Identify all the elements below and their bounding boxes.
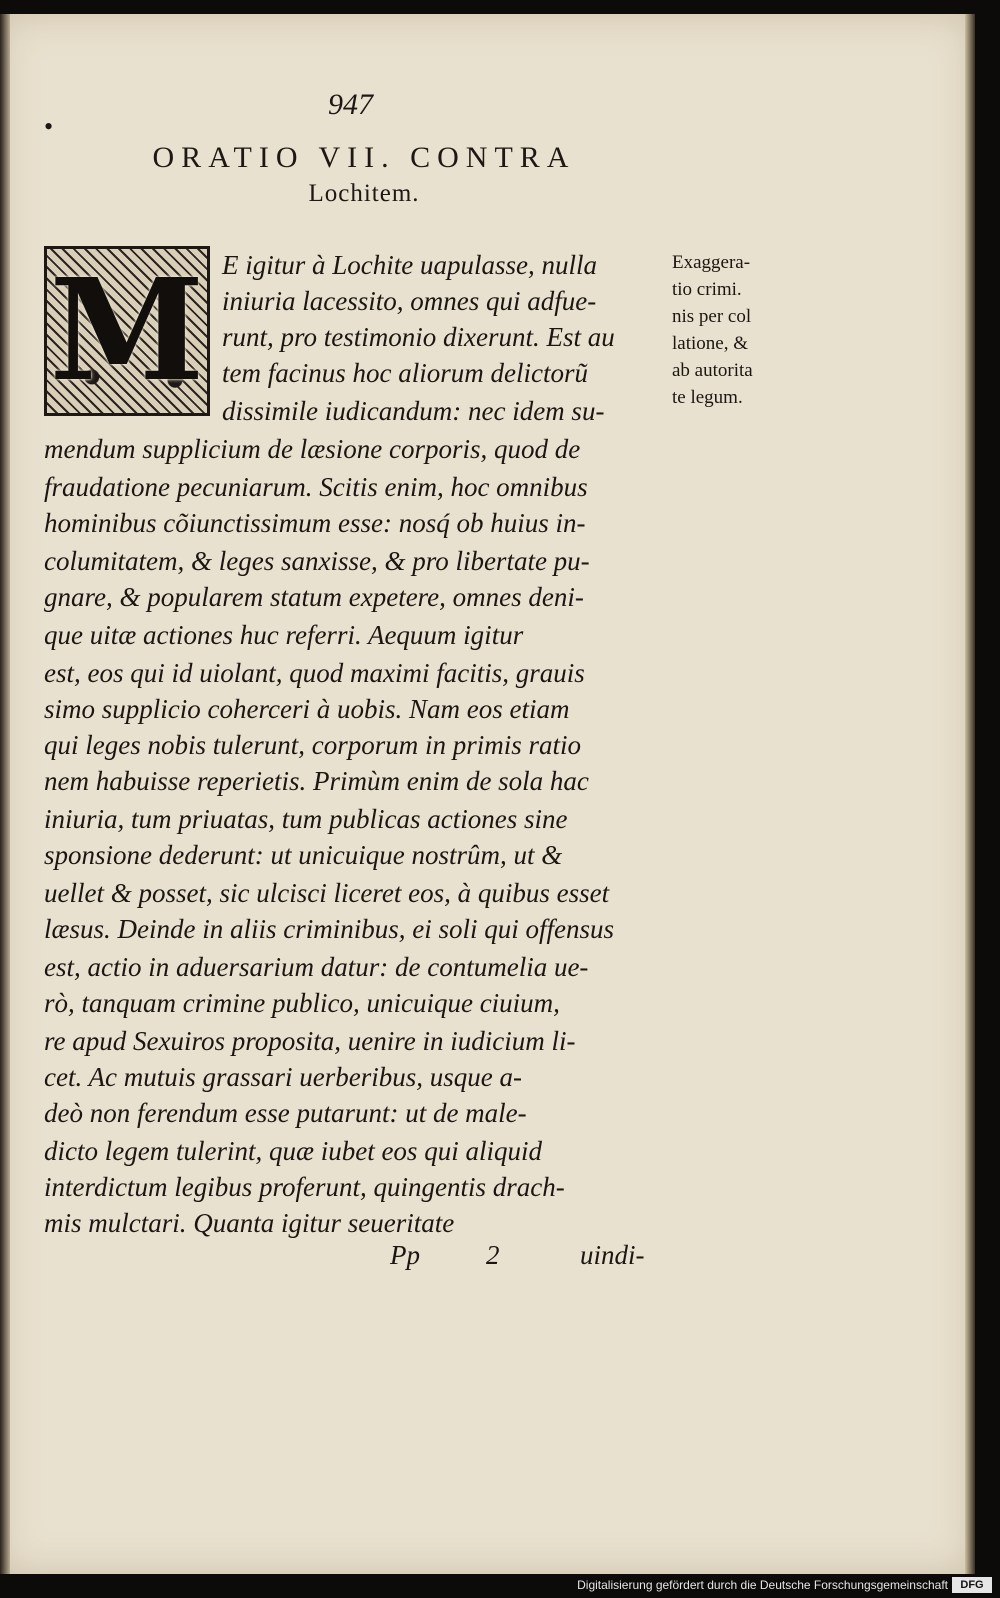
margin-note-line: latione, & xyxy=(672,333,748,354)
body-line: qui leges nobis tulerunt, corporum in primis ratio xyxy=(44,730,582,760)
heading-line-2: Lochitem. xyxy=(308,180,420,207)
body-line: que uitæ actiones huc referri. Aequum igitur xyxy=(44,620,524,650)
margin-dot: • xyxy=(44,112,54,141)
initial-letter: M xyxy=(49,249,205,413)
body-line: iniuria, tum priuatas, tum publicas actiones sine xyxy=(44,804,568,834)
body-line: sponsione dederunt: ut unicuique nostrûm, ut & xyxy=(44,840,563,870)
body-line: re apud Sexuiros proposita, uenire in iudicium li- xyxy=(44,1026,576,1056)
body-line: est, actio in aduersarium datur: de contumelia ue- xyxy=(44,952,589,982)
margin-note-line: nis per col xyxy=(672,306,752,327)
heading-line-1: ORATIO VII. CONTRA xyxy=(152,141,576,174)
page-left-edge xyxy=(0,14,10,1574)
signature-number: 2 xyxy=(486,1240,500,1270)
margin-note-line: ab autorita xyxy=(672,360,753,381)
margin-note-line: Exaggera- xyxy=(672,252,751,273)
body-line: mis mulctari. Quanta igitur seueritate xyxy=(44,1208,455,1238)
body-line: columitatem, & leges sanxisse, & pro libertate pu- xyxy=(44,546,590,576)
body-line: cet. Ac mutuis grassari uerberibus, usque a- xyxy=(44,1062,522,1092)
decorated-initial xyxy=(44,246,210,416)
oration-heading xyxy=(104,138,624,210)
body-line: læsus. Deinde in aliis criminibus, ei soli qui offensus xyxy=(44,914,615,944)
body-line: interdictum legibus proferunt, quingentis drach- xyxy=(44,1172,565,1202)
body-line: simo supplicio coherceri à uobis. Nam eos etiam xyxy=(44,694,570,724)
page-number: 947 xyxy=(328,88,373,121)
body-line: tem facinus hoc aliorum delictorũ xyxy=(222,358,588,388)
body-line: fraudatione pecuniarum. Scitis enim, hoc omnibus xyxy=(44,472,588,502)
body-line: nem habuisse reperietis. Primùm enim de sola hac xyxy=(44,766,589,796)
body-line: E igitur à Lochite uapulasse, nulla xyxy=(222,250,597,280)
body-line: rò, tanquam crimine publico, unicuique ciuium, xyxy=(44,988,560,1018)
page-right-edge xyxy=(965,14,975,1574)
signature-mark: Pp xyxy=(390,1240,420,1270)
body-line: iniuria lacessito, omnes qui adfue- xyxy=(222,286,597,316)
body-line: deò non ferendum esse putarunt: ut de male- xyxy=(44,1098,527,1128)
digitization-credit: Digitalisierung gefördert durch die Deutsche Forschungsgemeinschaft xyxy=(577,1578,948,1592)
body-line: est, eos qui id uiolant, quod maximi facitis, grauis xyxy=(44,658,585,688)
body-line: gnare, & popularem statum expetere, omnes deni- xyxy=(44,582,584,612)
margin-note-line: te legum. xyxy=(672,387,743,408)
body-line: runt, pro testimonio dixerunt. Est au xyxy=(222,322,615,352)
dfg-logo: DFG xyxy=(952,1577,992,1593)
body-line: mendum supplicium de læsione corporis, quod de xyxy=(44,434,581,464)
margin-note-line: tio crimi. xyxy=(672,279,742,300)
body-line: dicto legem tulerint, quæ iubet eos qui aliquid xyxy=(44,1136,542,1166)
body-line: dissimile iudicandum: nec idem su- xyxy=(222,396,605,426)
body-line: uellet & posset, sic ulcisci liceret eos, à quibus esset xyxy=(44,878,610,908)
body-line: hominibus cõiunctissimum esse: nosq́ ob huius in- xyxy=(44,508,586,538)
catchword: uindi- xyxy=(580,1240,645,1270)
